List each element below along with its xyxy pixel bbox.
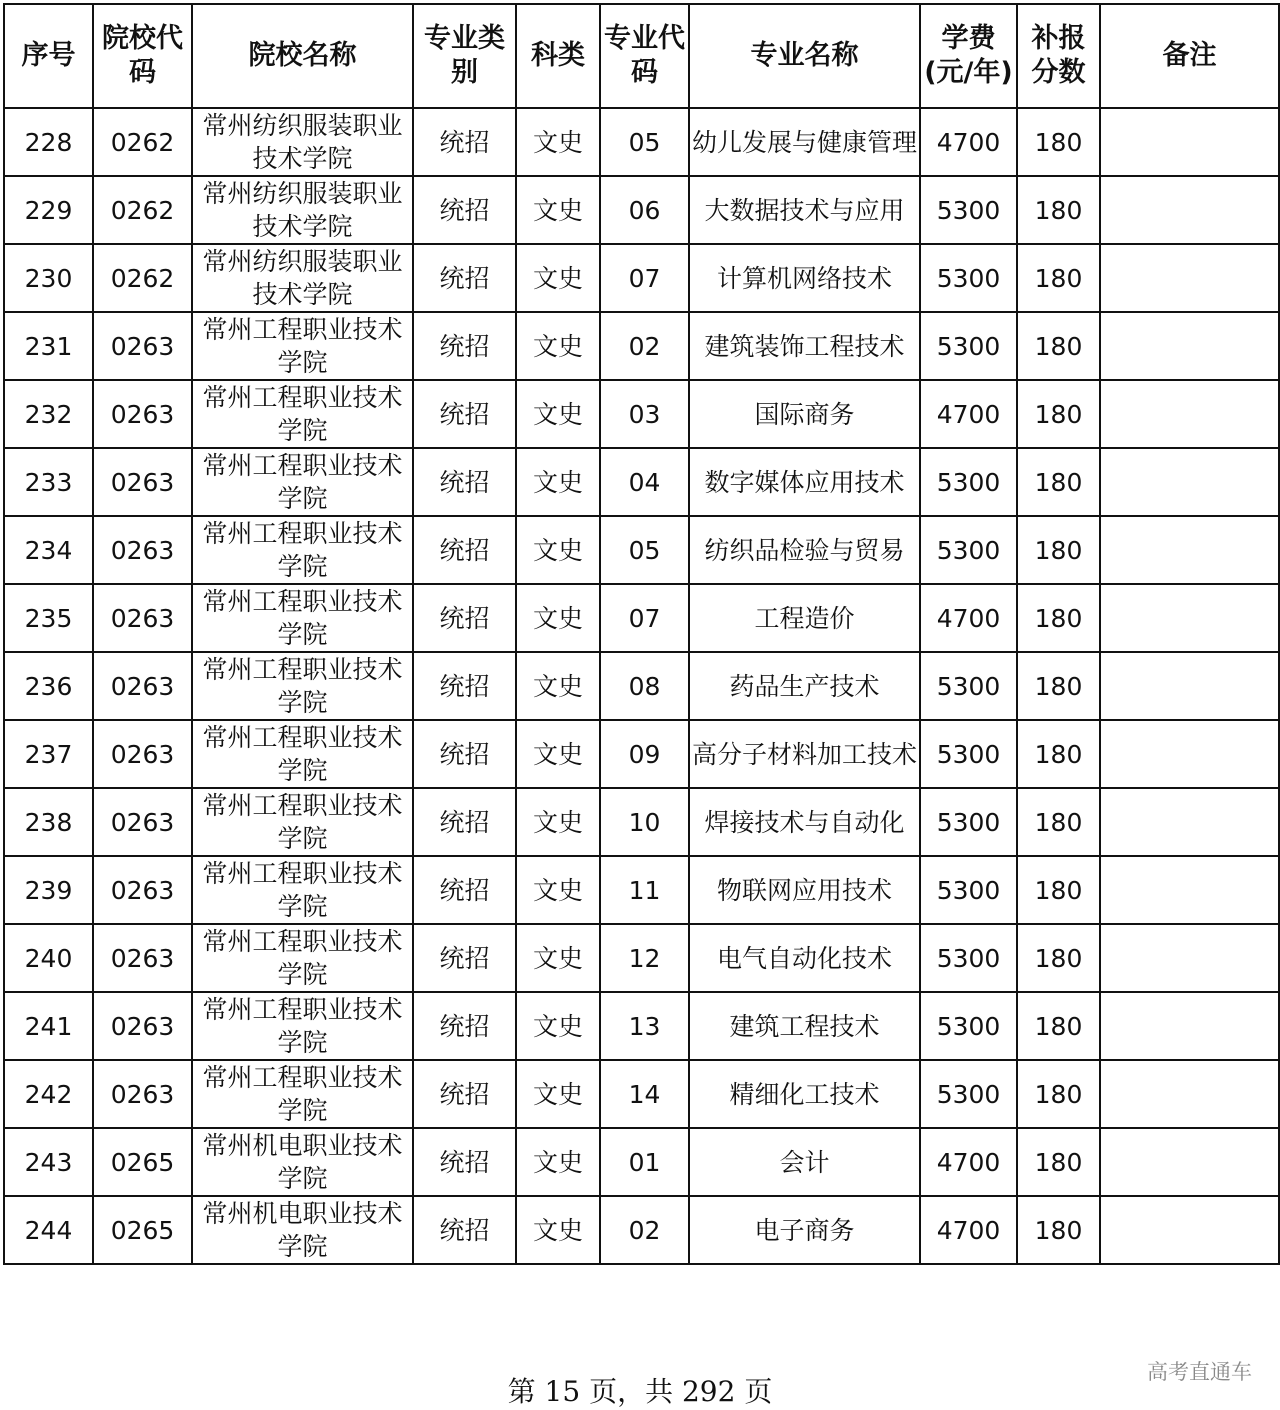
cell-score: 180: [1017, 312, 1100, 380]
cell-school-name: 常州工程职业技术学院: [192, 720, 413, 788]
table-row: [4, 992, 1279, 1060]
header-seq: 序号: [4, 4, 93, 108]
page-number: 第 15 页，共 292 页: [507, 1375, 773, 1408]
cell-score: 180: [1017, 380, 1100, 448]
cell-seq: 231: [4, 312, 93, 380]
cell-major-category: 统招: [413, 856, 516, 924]
cell-tuition: 5300: [920, 1060, 1017, 1128]
cell-subject-type: 文史: [516, 720, 600, 788]
cell-remarks: [1100, 176, 1279, 244]
cell-major-code: 13: [600, 992, 689, 1060]
cell-tuition: 5300: [920, 312, 1017, 380]
cell-remarks: [1100, 652, 1279, 720]
cell-school-code: 0262: [93, 244, 192, 312]
cell-seq: 243: [4, 1128, 93, 1196]
cell-major-code: 05: [600, 516, 689, 584]
header-school-code: 院校代码: [93, 4, 192, 108]
cell-school-name: 常州纺织服装职业技术学院: [192, 108, 413, 176]
cell-score: 180: [1017, 108, 1100, 176]
cell-seq: 241: [4, 992, 93, 1060]
cell-school-name: 常州工程职业技术学院: [192, 312, 413, 380]
cell-major-code: 09: [600, 720, 689, 788]
cell-school-name: 常州工程职业技术学院: [192, 448, 413, 516]
cell-major-code: 02: [600, 312, 689, 380]
cell-school-code: 0265: [93, 1128, 192, 1196]
cell-major-name: 大数据技术与应用: [689, 176, 920, 244]
table-row: [4, 244, 1279, 312]
table-row: [4, 448, 1279, 516]
watermark: 高考直通车: [1147, 1360, 1252, 1384]
cell-tuition: 5300: [920, 720, 1017, 788]
cell-major-category: 统招: [413, 244, 516, 312]
cell-tuition: 5300: [920, 176, 1017, 244]
table-row: [4, 924, 1279, 992]
cell-tuition: 4700: [920, 584, 1017, 652]
cell-school-name: 常州工程职业技术学院: [192, 380, 413, 448]
cell-major-code: 01: [600, 1128, 689, 1196]
cell-school-name: 常州机电职业技术学院: [192, 1196, 413, 1264]
header-score: 补报分数: [1017, 4, 1100, 108]
cell-subject-type: 文史: [516, 516, 600, 584]
cell-major-name: 建筑装饰工程技术: [689, 312, 920, 380]
header-major-category: 专业类别: [413, 4, 516, 108]
cell-school-code: 0263: [93, 380, 192, 448]
cell-score: 180: [1017, 1196, 1100, 1264]
cell-school-code: 0262: [93, 108, 192, 176]
cell-school-code: 0263: [93, 924, 192, 992]
cell-major-name: 数字媒体应用技术: [689, 448, 920, 516]
cell-major-name: 电气自动化技术: [689, 924, 920, 992]
cell-remarks: [1100, 312, 1279, 380]
cell-subject-type: 文史: [516, 584, 600, 652]
cell-school-code: 0263: [93, 1060, 192, 1128]
cell-school-name: 常州工程职业技术学院: [192, 516, 413, 584]
cell-school-code: 0263: [93, 788, 192, 856]
cell-remarks: [1100, 1196, 1279, 1264]
cell-subject-type: 文史: [516, 992, 600, 1060]
cell-tuition: 5300: [920, 856, 1017, 924]
cell-score: 180: [1017, 244, 1100, 312]
cell-score: 180: [1017, 788, 1100, 856]
cell-seq: 228: [4, 108, 93, 176]
cell-seq: 237: [4, 720, 93, 788]
cell-subject-type: 文史: [516, 788, 600, 856]
cell-major-category: 统招: [413, 652, 516, 720]
cell-school-name: 常州工程职业技术学院: [192, 924, 413, 992]
cell-major-code: 12: [600, 924, 689, 992]
cell-school-name: 常州纺织服装职业技术学院: [192, 244, 413, 312]
cell-major-category: 统招: [413, 380, 516, 448]
cell-seq: 232: [4, 380, 93, 448]
cell-major-code: 04: [600, 448, 689, 516]
cell-remarks: [1100, 516, 1279, 584]
cell-seq: 236: [4, 652, 93, 720]
cell-remarks: [1100, 992, 1279, 1060]
table-row: [4, 312, 1279, 380]
cell-major-category: 统招: [413, 312, 516, 380]
cell-major-code: 07: [600, 584, 689, 652]
table-row: [4, 108, 1279, 176]
cell-seq: 239: [4, 856, 93, 924]
cell-major-code: 02: [600, 1196, 689, 1264]
cell-score: 180: [1017, 584, 1100, 652]
cell-major-name: 工程造价: [689, 584, 920, 652]
cell-major-code: 06: [600, 176, 689, 244]
header-subject-type: 科类: [516, 4, 600, 108]
cell-major-category: 统招: [413, 448, 516, 516]
cell-school-code: 0263: [93, 312, 192, 380]
cell-major-category: 统招: [413, 992, 516, 1060]
cell-school-name: 常州工程职业技术学院: [192, 652, 413, 720]
cell-school-name: 常州机电职业技术学院: [192, 1128, 413, 1196]
cell-tuition: 5300: [920, 924, 1017, 992]
cell-school-name: 常州工程职业技术学院: [192, 1060, 413, 1128]
cell-major-name: 幼儿发展与健康管理: [689, 108, 920, 176]
cell-remarks: [1100, 924, 1279, 992]
cell-major-code: 07: [600, 244, 689, 312]
cell-school-code: 0263: [93, 448, 192, 516]
cell-score: 180: [1017, 1128, 1100, 1196]
header-major-code: 专业代码: [600, 4, 689, 108]
cell-score: 180: [1017, 176, 1100, 244]
cell-tuition: 4700: [920, 1128, 1017, 1196]
cell-seq: 240: [4, 924, 93, 992]
cell-remarks: [1100, 380, 1279, 448]
cell-tuition: 5300: [920, 652, 1017, 720]
cell-major-name: 焊接技术与自动化: [689, 788, 920, 856]
cell-subject-type: 文史: [516, 652, 600, 720]
cell-major-code: 08: [600, 652, 689, 720]
cell-seq: 230: [4, 244, 93, 312]
cell-major-category: 统招: [413, 516, 516, 584]
cell-major-name: 精细化工技术: [689, 1060, 920, 1128]
cell-major-name: 会计: [689, 1128, 920, 1196]
cell-major-code: 03: [600, 380, 689, 448]
cell-major-name: 国际商务: [689, 380, 920, 448]
cell-school-code: 0263: [93, 652, 192, 720]
cell-major-category: 统招: [413, 108, 516, 176]
table-row: [4, 856, 1279, 924]
cell-score: 180: [1017, 856, 1100, 924]
cell-seq: 234: [4, 516, 93, 584]
cell-major-category: 统招: [413, 720, 516, 788]
cell-major-code: 10: [600, 788, 689, 856]
table-row: [4, 380, 1279, 448]
table-row: [4, 176, 1279, 244]
cell-school-name: 常州工程职业技术学院: [192, 584, 413, 652]
cell-score: 180: [1017, 448, 1100, 516]
cell-seq: 229: [4, 176, 93, 244]
cell-tuition: 5300: [920, 992, 1017, 1060]
cell-school-name: 常州纺织服装职业技术学院: [192, 176, 413, 244]
cell-seq: 235: [4, 584, 93, 652]
cell-major-name: 建筑工程技术: [689, 992, 920, 1060]
cell-remarks: [1100, 244, 1279, 312]
cell-major-category: 统招: [413, 924, 516, 992]
cell-tuition: 5300: [920, 516, 1017, 584]
cell-major-category: 统招: [413, 584, 516, 652]
cell-score: 180: [1017, 720, 1100, 788]
table-row: [4, 652, 1279, 720]
cell-major-code: 14: [600, 1060, 689, 1128]
cell-subject-type: 文史: [516, 312, 600, 380]
cell-school-code: 0265: [93, 1196, 192, 1264]
cell-seq: 242: [4, 1060, 93, 1128]
cell-subject-type: 文史: [516, 924, 600, 992]
cell-tuition: 4700: [920, 108, 1017, 176]
cell-major-category: 统招: [413, 1128, 516, 1196]
cell-remarks: [1100, 1128, 1279, 1196]
cell-school-code: 0263: [93, 584, 192, 652]
cell-major-category: 统招: [413, 1060, 516, 1128]
cell-remarks: [1100, 584, 1279, 652]
cell-tuition: 5300: [920, 788, 1017, 856]
table-row: [4, 516, 1279, 584]
cell-remarks: [1100, 856, 1279, 924]
cell-subject-type: 文史: [516, 1196, 600, 1264]
cell-school-name: 常州工程职业技术学院: [192, 788, 413, 856]
cell-subject-type: 文史: [516, 1128, 600, 1196]
cell-major-name: 高分子材料加工技术: [689, 720, 920, 788]
cell-tuition: 4700: [920, 1196, 1017, 1264]
table-row: [4, 1060, 1279, 1128]
admissions-table: [3, 3, 1280, 1265]
cell-major-name: 药品生产技术: [689, 652, 920, 720]
header-major-name: 专业名称: [689, 4, 920, 108]
cell-remarks: [1100, 448, 1279, 516]
table-row: [4, 1128, 1279, 1196]
cell-subject-type: 文史: [516, 176, 600, 244]
cell-major-code: 11: [600, 856, 689, 924]
cell-school-code: 0262: [93, 176, 192, 244]
cell-seq: 233: [4, 448, 93, 516]
cell-remarks: [1100, 1060, 1279, 1128]
cell-major-name: 计算机网络技术: [689, 244, 920, 312]
cell-subject-type: 文史: [516, 448, 600, 516]
cell-subject-type: 文史: [516, 244, 600, 312]
cell-subject-type: 文史: [516, 1060, 600, 1128]
cell-seq: 244: [4, 1196, 93, 1264]
cell-score: 180: [1017, 924, 1100, 992]
header-school-name: 院校名称: [192, 4, 413, 108]
table-body: [4, 108, 1279, 1264]
cell-major-category: 统招: [413, 788, 516, 856]
header-row: [4, 4, 1279, 108]
table-row: [4, 1196, 1279, 1264]
cell-major-name: 电子商务: [689, 1196, 920, 1264]
cell-school-name: 常州工程职业技术学院: [192, 856, 413, 924]
cell-major-category: 统招: [413, 1196, 516, 1264]
cell-seq: 238: [4, 788, 93, 856]
cell-remarks: [1100, 720, 1279, 788]
cell-major-category: 统招: [413, 176, 516, 244]
cell-remarks: [1100, 108, 1279, 176]
cell-tuition: 4700: [920, 380, 1017, 448]
cell-score: 180: [1017, 516, 1100, 584]
header-tuition: 学费(元/年): [920, 4, 1017, 108]
cell-school-name: 常州工程职业技术学院: [192, 992, 413, 1060]
cell-score: 180: [1017, 652, 1100, 720]
cell-school-code: 0263: [93, 856, 192, 924]
cell-subject-type: 文史: [516, 108, 600, 176]
cell-subject-type: 文史: [516, 380, 600, 448]
cell-tuition: 5300: [920, 244, 1017, 312]
cell-score: 180: [1017, 992, 1100, 1060]
cell-major-name: 物联网应用技术: [689, 856, 920, 924]
cell-remarks: [1100, 788, 1279, 856]
table-row: [4, 720, 1279, 788]
table-row: [4, 788, 1279, 856]
cell-major-code: 05: [600, 108, 689, 176]
cell-major-name: 纺织品检验与贸易: [689, 516, 920, 584]
header-remarks: 备注: [1100, 4, 1279, 108]
cell-school-code: 0263: [93, 720, 192, 788]
cell-school-code: 0263: [93, 992, 192, 1060]
cell-school-code: 0263: [93, 516, 192, 584]
cell-score: 180: [1017, 1060, 1100, 1128]
table-row: [4, 584, 1279, 652]
cell-subject-type: 文史: [516, 856, 600, 924]
cell-tuition: 5300: [920, 448, 1017, 516]
